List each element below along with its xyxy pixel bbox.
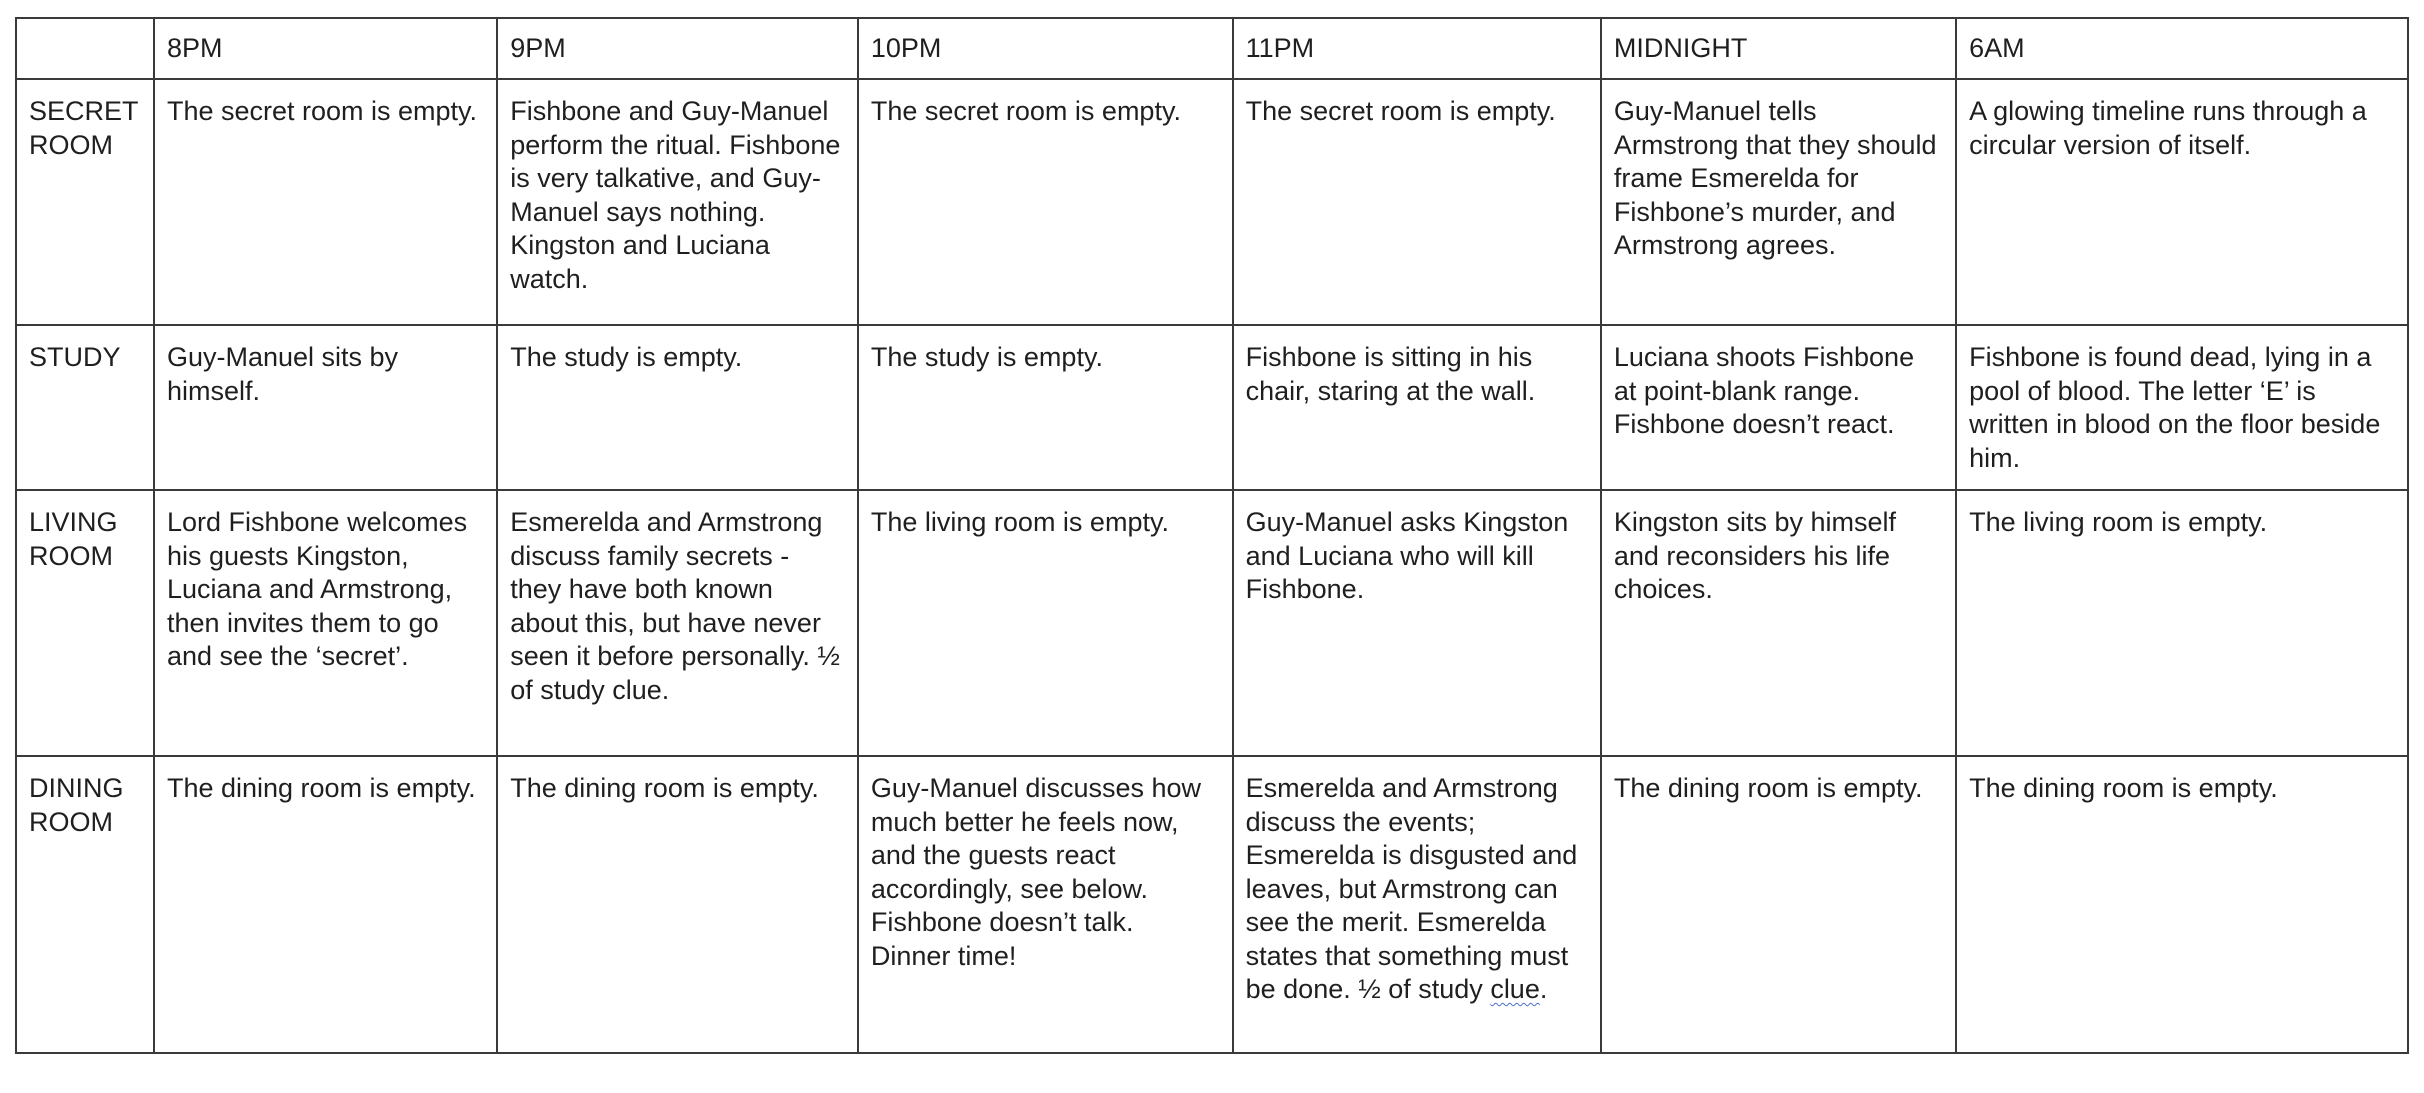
row-label-secret-room[interactable]: SECRET ROOM [16, 79, 154, 325]
cell-living-room-11pm[interactable]: Guy-Manuel asks Kingston and Luciana who will kill Fishbone. [1233, 490, 1601, 756]
cell-secret-room-6am[interactable]: A glowing timeline runs through a circular version of itself. [1956, 79, 2408, 325]
header-cell-10pm[interactable]: 10PM [858, 18, 1233, 79]
cell-dining-room-8pm[interactable]: The dining room is empty. [154, 756, 497, 1053]
row-label-living-room[interactable]: LIVING ROOM [16, 490, 154, 756]
cell-dining-room-midnight[interactable]: The dining room is empty. [1601, 756, 1956, 1053]
cell-dining-room-11pm-text: Esmerelda and Armstrong discuss the events; Esmerelda is disgusted and leaves, but Armstrong can see the merit. Esmerelda states that something must be done. ½ of study [1245, 773, 1578, 1004]
cell-secret-room-9pm[interactable]: Fishbone and Guy-Manuel perform the ritual. Fishbone is very talkative, and Guy-Manuel says nothing. Kingston and Luciana watch. [497, 79, 858, 325]
header-cell-corner[interactable] [16, 18, 154, 79]
cell-living-room-6am[interactable]: The living room is empty. [1956, 490, 2408, 756]
row-label-dining-room[interactable]: DINING ROOM [16, 756, 154, 1053]
cell-dining-room-11pm[interactable] [1233, 756, 1601, 1053]
header-cell-midnight[interactable]: MIDNIGHT [1601, 18, 1956, 79]
cell-dining-room-9pm[interactable]: The dining room is empty. [497, 756, 858, 1053]
header-row [16, 18, 2408, 79]
table-row-dining-room [16, 756, 2408, 1053]
header-cell-8pm[interactable]: 8PM [154, 18, 497, 79]
timeline-table [15, 17, 2409, 1054]
cell-secret-room-midnight[interactable]: Guy-Manuel tells Armstrong that they should frame Esmerelda for Fishbone’s murder, and Armstrong agrees. [1601, 79, 1956, 325]
spellcheck-underlined-word[interactable]: clue [1490, 974, 1540, 1004]
cell-study-9pm[interactable]: The study is empty. [497, 325, 858, 490]
cell-dining-room-10pm[interactable]: Guy-Manuel discusses how much better he feels now, and the guests react accordingly, see below. Fishbone doesn’t talk. Dinner time! [858, 756, 1233, 1053]
cell-study-midnight[interactable]: Luciana shoots Fishbone at point-blank range. Fishbone doesn’t react. [1601, 325, 1956, 490]
table-row-study [16, 325, 2408, 490]
header-cell-9pm[interactable]: 9PM [497, 18, 858, 79]
row-label-study[interactable]: STUDY [16, 325, 154, 490]
cell-study-8pm[interactable]: Guy-Manuel sits by himself. [154, 325, 497, 490]
cell-living-room-8pm[interactable]: Lord Fishbone welcomes his guests Kingston, Luciana and Armstrong, then invites them to go and see the ‘secret’. [154, 490, 497, 756]
cell-living-room-midnight[interactable]: Kingston sits by himself and reconsiders his life choices. [1601, 490, 1956, 756]
cell-living-room-10pm[interactable]: The living room is empty. [858, 490, 1233, 756]
cell-study-11pm[interactable]: Fishbone is sitting in his chair, staring at the wall. [1233, 325, 1601, 490]
cell-secret-room-11pm[interactable]: The secret room is empty. [1233, 79, 1601, 325]
cell-study-6am[interactable]: Fishbone is found dead, lying in a pool of blood. The letter ‘E’ is written in blood on the floor beside him. [1956, 325, 2408, 490]
cell-living-room-9pm[interactable]: Esmerelda and Armstrong discuss family secrets - they have both known about this, but have never seen it before personally. ½ of study clue. [497, 490, 858, 756]
header-cell-11pm[interactable]: 11PM [1233, 18, 1601, 79]
cell-dining-room-6am[interactable]: The dining room is empty. [1956, 756, 2408, 1053]
cell-secret-room-8pm[interactable]: The secret room is empty. [154, 79, 497, 325]
table-row-secret-room [16, 79, 2408, 325]
header-cell-6am[interactable]: 6AM [1956, 18, 2408, 79]
cell-study-10pm[interactable]: The study is empty. [858, 325, 1233, 490]
cell-secret-room-10pm[interactable]: The secret room is empty. [858, 79, 1233, 325]
table-row-living-room [16, 490, 2408, 756]
cell-dining-room-11pm-period: . [1539, 974, 1548, 1004]
